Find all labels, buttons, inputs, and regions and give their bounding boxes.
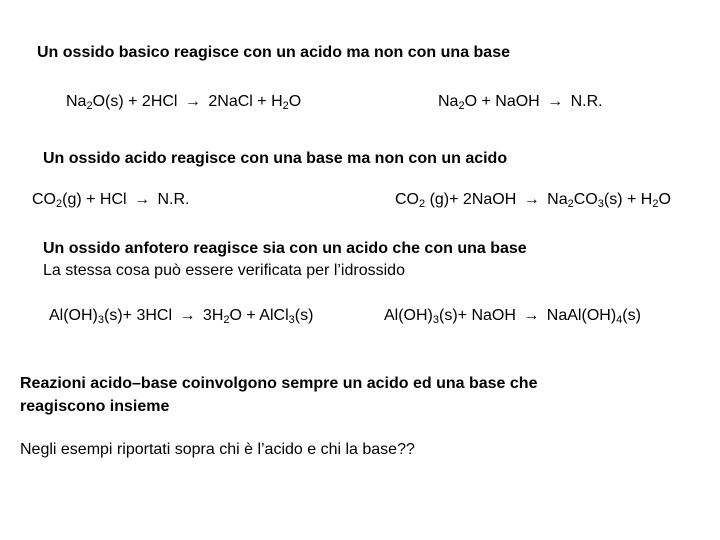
equation-aloh3-hcl: $Al(OH)_3(s)+ 3HCl \to 3H_2O$ + AlCl$_3$(s) — [49, 307, 314, 326]
arrow-icon: → — [184, 93, 201, 110]
arrow-icon: → — [523, 191, 540, 208]
amphoteric-oxide-title: Un ossido anfotero reagisce sia con un acido che con una base — [43, 240, 527, 257]
equation-na2o-hcl: $Na_2O(s) + 2HCl$ → 2NaCl + $H_2O$ — [66, 93, 302, 112]
acid-oxide-title: Un ossido acido reagisce con una base ma non con un acido — [43, 150, 508, 167]
amphoteric-subtitle: La stessa cosa può essere verificata per l’idrossido — [43, 262, 405, 279]
equation-co2-hcl: $CO_2(g)$ + HCl → N.R. — [32, 191, 190, 210]
arrow-icon: → — [179, 307, 196, 324]
equation-aloh3-naoh: $Al(OH)_3(s)+$ NaOH → $NaAl(OH)_4(s)$ — [384, 307, 641, 326]
conclusion-line-1: Reazioni acido–base coinvolgono sempre un acido ed una base che — [20, 375, 538, 392]
equation-na2o-naoh: $Na_2O$ + NaOH → N.R. — [438, 93, 603, 112]
question-text: Negli esempi riportati sopra chi è l’acido e chi la base?? — [20, 441, 415, 458]
basic-oxide-title: Un ossido basico reagisce con un acido ma non con una base — [37, 44, 510, 61]
conclusion-line-2: reagiscono insieme — [20, 398, 170, 415]
equation-co2-naoh: $CO_2$ (g)+ 2NaOH → $Na_2CO_3(s) + H_2O$ — [395, 191, 671, 210]
arrow-icon: → — [523, 307, 540, 324]
arrow-icon: → — [547, 93, 564, 110]
arrow-icon: → — [134, 191, 151, 208]
